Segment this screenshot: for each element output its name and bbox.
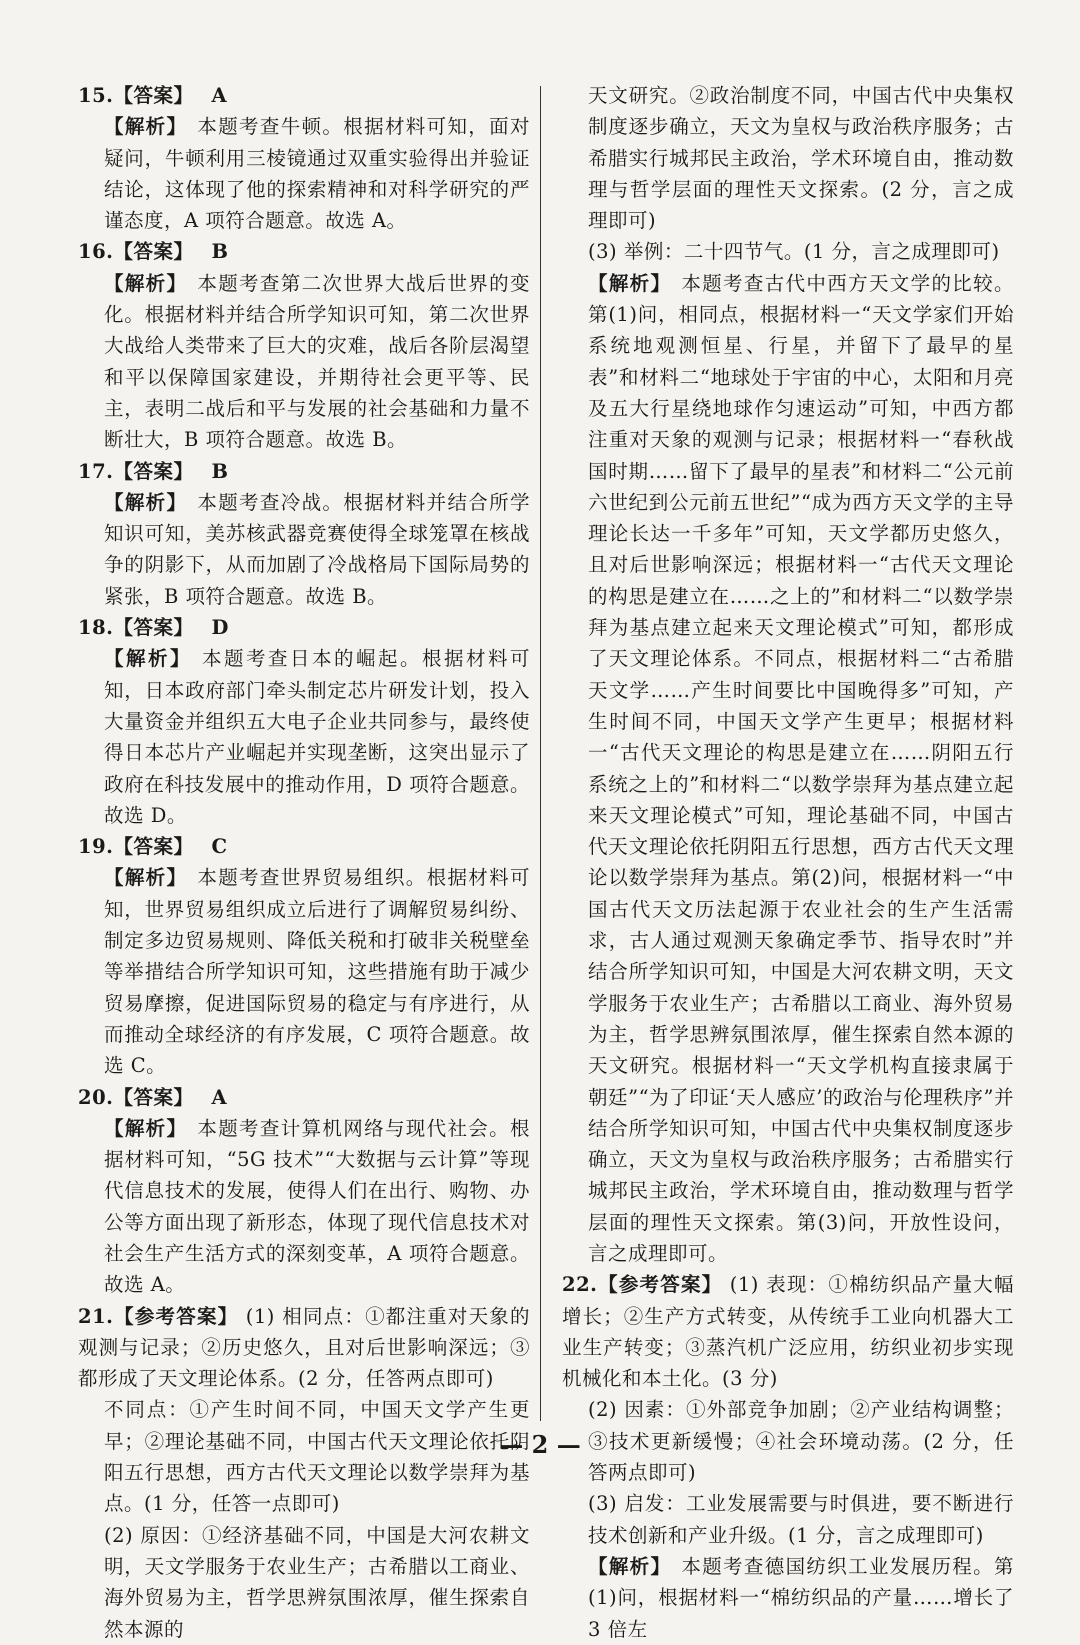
- answer-value: A: [211, 84, 228, 107]
- answer-value: B: [211, 240, 229, 264]
- question-number: 22.: [562, 1273, 598, 1297]
- question-number: 21.: [78, 1304, 114, 1328]
- answer-tag: 【答案】: [113, 1085, 194, 1109]
- column-divider: [540, 86, 541, 1421]
- answer-tag: 【答案】: [113, 616, 194, 640]
- question-number: 19.: [78, 835, 114, 859]
- answer-item-21: [78, 1301, 530, 1645]
- analysis-tag: 【解析】: [104, 647, 192, 671]
- analysis-tag: 【解析】: [588, 1554, 672, 1578]
- answer-value: C: [211, 835, 228, 859]
- reference-answer-part-3-continued: 天文研究。②政治制度不同，中国古代中央集权制度逐步确立，天文为皇权与政治秩序服务；古希腊实行城邦民主政治，学术环境自由，推动数理与哲学层面的理性天文探索。(2 分，言之成理即可): [588, 84, 1014, 233]
- answer-item-20: [78, 1082, 530, 1301]
- right-column: [562, 80, 1014, 1645]
- answer-item-21-continued: [562, 80, 1014, 1269]
- reference-answer-part-4: (3) 举例：二十四节气。(1 分，言之成理即可): [588, 240, 1000, 264]
- question-number: 15.: [78, 84, 114, 107]
- answer-item-17: [78, 456, 530, 612]
- answer-tag: 【答案】: [113, 835, 194, 859]
- answer-tag: 【答案】: [113, 240, 194, 264]
- analysis-tag: 【解析】: [104, 866, 188, 890]
- analysis-text: 本题考查古代中西方天文学的比较。第(1)问，相同点，根据材料一“天文学家们开始系统地观测恒星、行星，并留下了最早的星表”和材料二“地球处于宇宙的中心，太阳和月亮及五大行星绕地球作匀速运动”可知，中西方都注重对天象的观测与记录；根据材料一“春秋战国时期……留下了最早的星表”和材料二“公元前六世纪到公元前五世纪”“成为西方天文学的主导理论长达一千多年”可知，天文学都历史悠久，且对后世影响深远；根据材料一“古代天文理论的构思是建立在……之上的”和材料二“以数学崇拜为基点建立起来天文理论模式”可知，都形成了天文理论体系。不同点，根据材料二“古希腊天文学……产生时间要比中国晚得多”可知，产生时间不同，中国天文学产生更早；根据材料一“古代天文理论的构思是建立在……阴阳五行系统之上的”和材料二“以数学崇拜为基点建立起来天文理论模式”可知，理论基础不同，中国古代天文理论依托阴阳五行思想，西方古代天文理论以数学崇拜为基点。第(2)问，根据材料一“中国古代天文历法起源于农业社会的生产生活需求，古人通过观测天象确定季节、指导农时”并结合所学知识可知，中国是大河农耕文明，天文学服务于农业生产；古希腊以工商业、海外贸易为主，哲学思辨氛围浓厚，催生探索自然本源的天文研究。根据材料一“天文学机构直接隶属于朝廷”“为了印证‘天人感应’的政治与伦理秩序”并结合所学知识可知，中国古代中央集权制度逐步确立，天文为皇权与政治秩序服务；古希腊实行城邦民主政治，学术环境自由，推动数理与哲学层面的理性天文探索。第(3)问，开放性设问，言之成理即可。: [588, 271, 1014, 1265]
- answer-tag: 【答案】: [113, 459, 194, 483]
- analysis-tag: 【解析】: [588, 271, 672, 295]
- answer-item-19: [78, 831, 530, 1081]
- answer-item-15: [78, 80, 530, 236]
- analysis-text: 本题考查冷战。根据材料并结合所学知识可知，美苏核武器竞赛使得全球笼罩在核战争的阴影下，从而加剧了冷战格局下国际局势的紧张，B 项符合题意。故选 B。: [104, 490, 530, 608]
- analysis-text: 本题考查日本的崛起。根据材料可知，日本政府部门牵头制定芯片研发计划，投入大量资金并组织五大电子企业共同参与，最终使得日本芯片产业崛起并实现垄断，这突出显示了政府在科技发展中的推动作用，D 项符合题意。故选 D。: [104, 647, 530, 827]
- analysis-tag: 【解析】: [104, 271, 188, 295]
- reference-answer-part-1: (1) 相同点：①都注重对天象的观测与记录；②历史悠久，且对后世影响深远；③都形成了天文理论体系。(2 分，任答两点即可): [78, 1304, 530, 1391]
- page-number: — 2 —: [499, 1430, 581, 1459]
- answer-tag: 【参考答案】: [597, 1273, 723, 1297]
- answer-tag: 【参考答案】: [113, 1304, 239, 1328]
- question-number: 20.: [78, 1085, 114, 1109]
- answer-tag: 【答案】: [113, 84, 194, 107]
- analysis-text: 本题考查牛顿。根据材料可知，面对疑问，牛顿利用三棱镜通过双重实验得出并验证结论，这体现了他的探索精神和对科学研究的严谨态度，A 项符合题意。故选 A。: [104, 115, 530, 233]
- answer-value: B: [211, 459, 229, 483]
- answer-value: A: [211, 1085, 228, 1109]
- analysis-text: 本题考查第二次世界大战后世界的变化。根据材料并结合所学知识可知，第二次世界大战给人类带来了巨大的灾难，战后各阶层渴望和平以保障国家建设，并期待社会更平等、民主，表明二战后和平与发展的社会基础和力量不断壮大，B 项符合题意。故选 B。: [104, 271, 530, 452]
- left-column: [78, 80, 530, 1645]
- reference-answer-part-3: (2) 原因：①经济基础不同，中国是大河农耕文明，天文学服务于农业生产；古希腊以工商业、海外贸易为主，哲学思辨氛围浓厚，催生探索自然本源的: [104, 1523, 530, 1641]
- answer-item-16: [78, 236, 530, 455]
- analysis-tag: 【解析】: [104, 1116, 188, 1140]
- reference-answer-part-1: (1) 表现：①棉纺织品产量大幅增长；②生产方式转变，从传统手工业向机器大工业生产转变；③蒸汽机广泛应用，纺织业初步实现机械化和本土化。(3 分): [562, 1273, 1014, 1391]
- question-number: 16.: [78, 240, 114, 264]
- reference-answer-part-2: 不同点：①产生时间不同，中国天文学产生更早；②理论基础不同，中国古代天文理论依托阴阳五行思想，西方古代天文理论以数学崇拜为基点。(1 分，任答一点即可): [104, 1398, 530, 1516]
- answer-item-18: [78, 612, 530, 831]
- question-number: 18.: [78, 616, 114, 640]
- analysis-text: 本题考查德国纺织工业发展历程。第(1)问，根据材料一“棉纺织品的产量……增长了 3 倍左: [588, 1554, 1014, 1641]
- reference-answer-part-3: (3) 启发：工业发展需要与时俱进，要不断进行技术创新和产业升级。(1 分，言之成理即可): [588, 1492, 1014, 1547]
- analysis-tag: 【解析】: [104, 115, 188, 139]
- analysis-text: 本题考查世界贸易组织。根据材料可知，世界贸易组织成立后进行了调解贸易纠纷、制定多边贸易规则、降低关税和打破非关税壁垒等举措结合所学知识可知，这些措施有助于减少贸易摩擦，促进国际贸易的稳定与有序进行，从而推动全球经济的有序发展，C 项符合题意。故选 C。: [104, 866, 530, 1078]
- answer-value: D: [211, 616, 229, 640]
- reference-answer-part-2: (2) 因素：①外部竞争加剧；②产业结构调整；③技术更新缓慢；④社会环境动荡。(2 分，任答两点即可): [588, 1398, 1014, 1485]
- question-number: 17.: [78, 459, 114, 483]
- analysis-text: 本题考查计算机网络与现代社会。根据材料可知，“5G 技术”“大数据与云计算”等现代信息技术的发展，使得人们在出行、购物、办公等方面出现了新形态，体现了现代信息技术对社会生产生活方式的深刻变革，A 项符合题意。故选 A。: [104, 1116, 530, 1297]
- analysis-tag: 【解析】: [104, 490, 188, 514]
